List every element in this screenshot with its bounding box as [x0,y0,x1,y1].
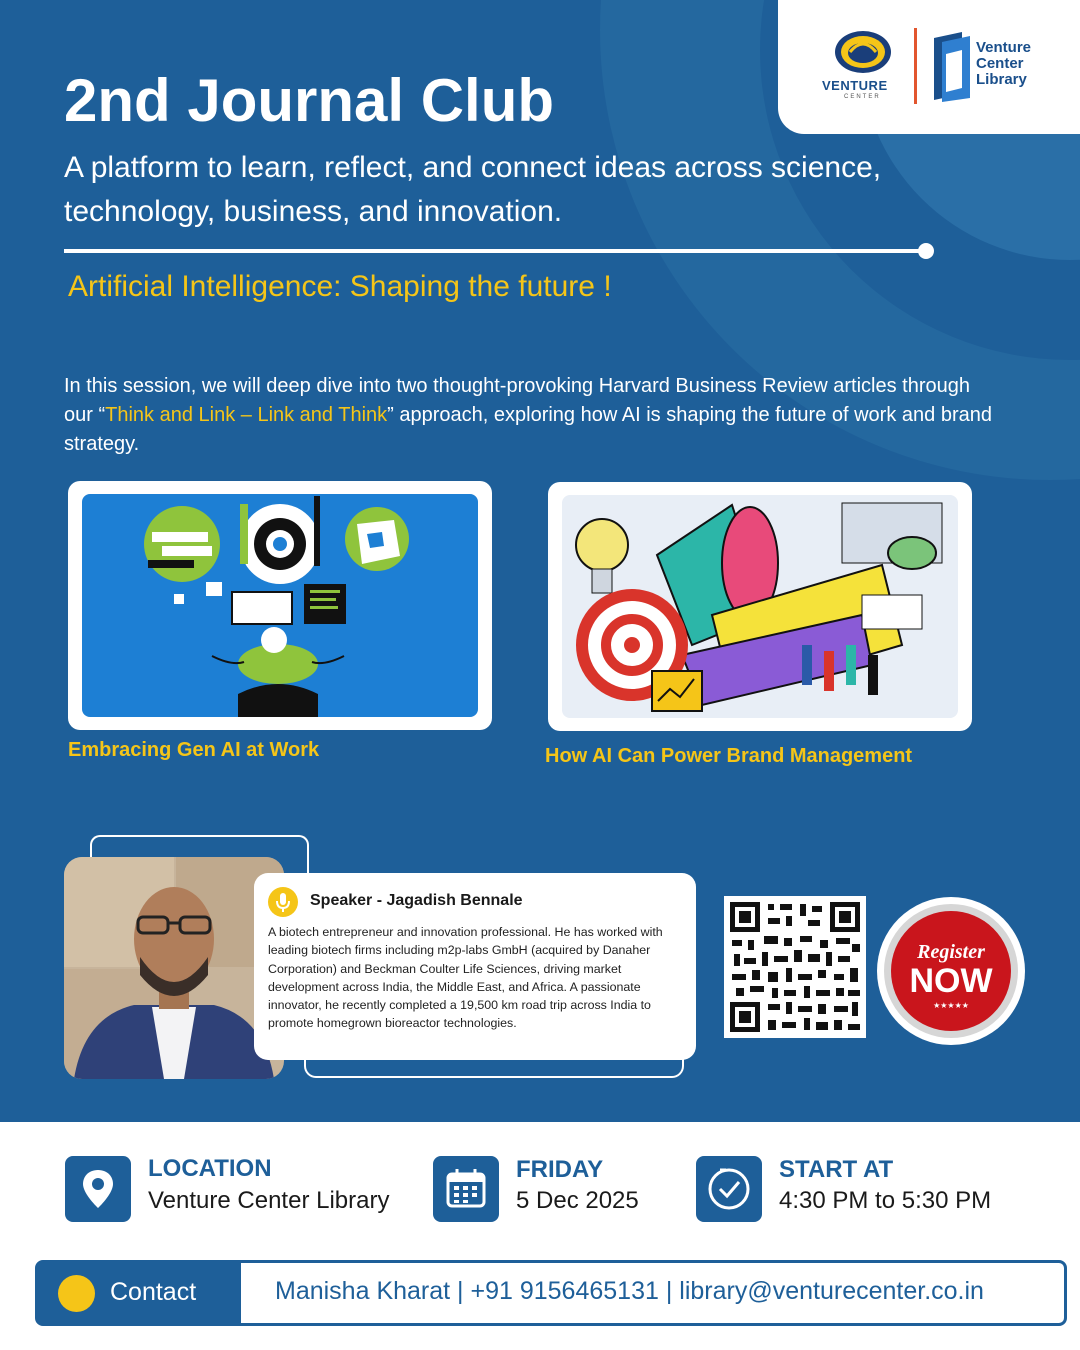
page-title: 2nd Journal Club [64,67,555,134]
location-label: LOCATION [148,1155,272,1182]
time-value: 4:30 PM to 5:30 PM [779,1187,992,1214]
register-line-2: NOW [909,962,993,1000]
article-title-brand: How AI Can Power Brand Management [545,745,913,767]
article-card-brand [548,482,972,731]
register-stars: ★★★★★ [933,1001,969,1010]
clock-check-icon [696,1156,762,1222]
contact-tab [38,1263,241,1323]
article-title-gen-ai: Embracing Gen AI at Work [68,739,320,761]
location-value: Venture Center Library [148,1187,390,1214]
session-theme: Artificial Intelligence: Shaping the future ! [68,270,612,303]
speaker-name: Speaker - Jagadish Bennale [310,892,523,909]
divider-line [64,249,924,253]
register-now-button[interactable] [876,896,1026,1046]
session-intro [64,372,994,459]
logo-divider [914,28,917,104]
library-wordmark: Venture Center Library [976,39,1032,88]
venture-center-wordmark: VENTURE [822,78,888,93]
contact-dot-icon [58,1275,95,1312]
venture-center-sub: CENTER [844,94,881,100]
start-label: START AT [779,1156,894,1183]
calendar-icon [433,1156,499,1222]
contact-label: Contact [110,1278,197,1306]
register-line-1: Register [917,941,985,963]
microphone-icon [268,887,298,917]
library-book-icon [932,32,972,102]
logo-panel [778,0,1080,134]
gen-ai-illustration [82,494,478,717]
location-pin-icon [65,1156,131,1222]
brand-management-illustration [562,495,958,718]
speaker-photo [64,857,284,1079]
contact-bar [35,1260,1067,1326]
contact-details[interactable]: Manisha Kharat | +91 9156465131 | library@venturecenter.co.in [275,1277,984,1305]
speaker-bio: A biotech entrepreneur and innovation professional. He has worked with leading biotech firms including m2p-labs GmbH (acquired by Danaher Corporation) and Beckman Coulter Life Sciences, driving market development across India, the Middle East, and Africa. A passionate innovator, he recently completed a 19,500 km road trip across India to promote homegrown bioreactor technologies. [268,925,663,1031]
page-subtitle: A platform to learn, reflect, and connect ideas across science, technology, business, and innovation. [64,151,882,228]
divider-dot [918,243,934,259]
intro-highlight: Think and Link – Link and Think [105,404,388,426]
registration-qr-code[interactable] [724,896,866,1038]
intro-text-end: ” approach, exploring how AI is shaping the future of work and brand strategy. [64,404,992,455]
date-value: 5 Dec 2025 [516,1187,639,1214]
intro-text-start: In this session, we will deep dive into two thought-provoking Harvard Business Review articles through our “ [64,375,971,426]
article-card-gen-ai [68,481,492,730]
speaker-bio-card [254,873,696,1060]
day-label: FRIDAY [516,1156,604,1183]
